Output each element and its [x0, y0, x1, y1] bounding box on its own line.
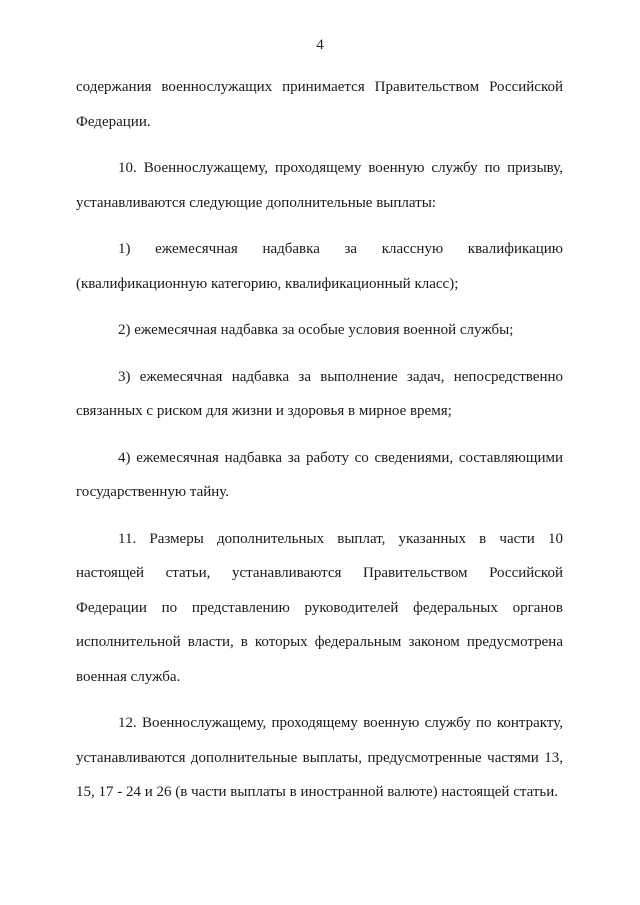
paragraph-10: 10. Военнослужащему, проходящему военную службу по призыву, устанавливаются следующие дополнительные выплаты: [76, 160, 563, 211]
paragraph-continuation: содержания военнослужащих принимается Правительством Российской Федерации. [76, 79, 563, 130]
page-number: 4 [316, 37, 324, 53]
list-item-2: 2) ежемесячная надбавка за особые условия военной службы; [118, 322, 514, 338]
list-item-4: 4) ежемесячная надбавка за работу со сведениями, составляющими государственную тайну. [76, 449, 563, 500]
document-body [76, 70, 563, 822]
paragraph-12: 12. Военнослужащему, проходящему военную службу по контракту, устанавливаются дополнительные выплаты, предусмотренные частями 13, 15, 17 - 24 и 26 (в части выплаты в иностранной валюте) настоящей статьи. [76, 715, 563, 800]
paragraph-11: 11. Размеры дополнительных выплат, указанных в части 10 настоящей статьи, устанавливаются Правительством Российской Федерации по представлению руководителей федеральных органов исполнительной власти, в которых федеральным законом предусмотрена военная служба. [76, 530, 563, 685]
list-item-1: 1) ежемесячная надбавка за классную квалификацию (квалификационную категорию, квалификационный класс); [76, 241, 563, 292]
list-item-3: 3) ежемесячная надбавка за выполнение задач, непосредственно связанных с риском для жизни и здоровья в мирное время; [76, 368, 563, 419]
